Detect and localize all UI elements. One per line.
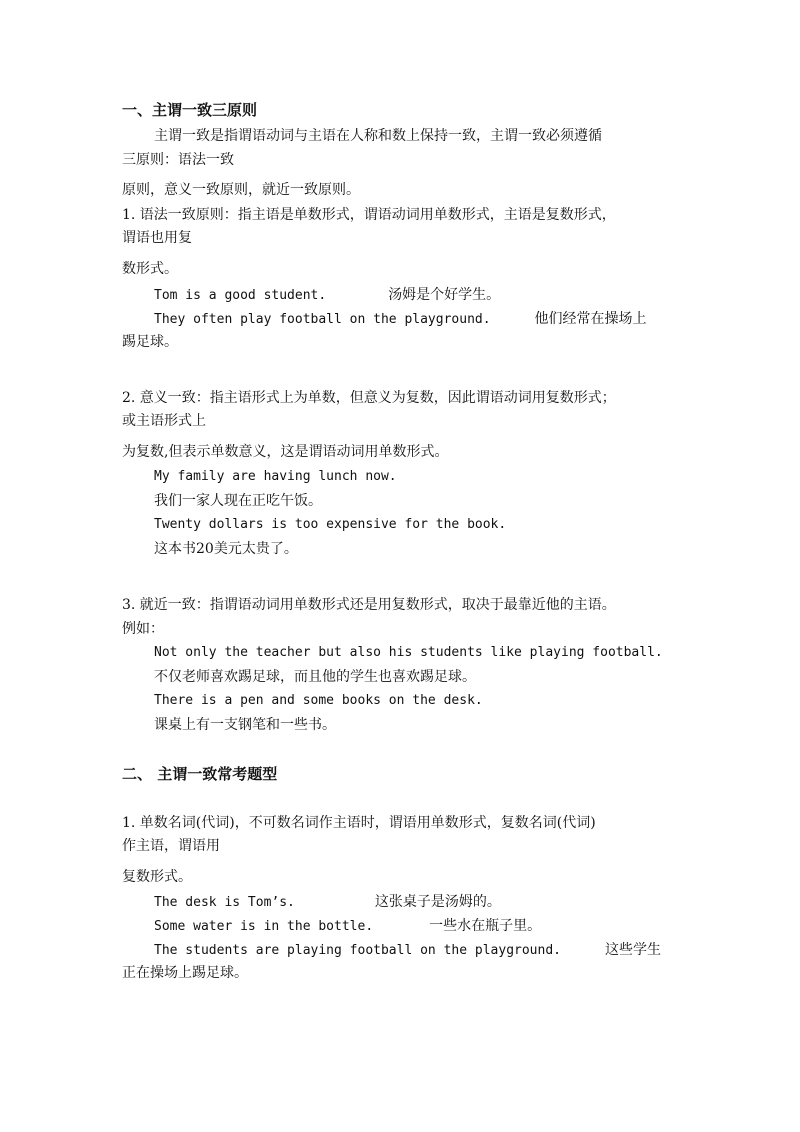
rule3-example2-zh: 课桌上有一支钢笔和一些书。 — [154, 717, 336, 733]
item1-example2 — [154, 916, 541, 937]
item1-example1 — [154, 892, 501, 913]
item1-example3 — [154, 940, 661, 961]
section2-title: 二、 主谓一致常考题型 — [122, 765, 278, 783]
rule3-line2: 例如： — [122, 621, 164, 637]
rule3-example1-en: Not only the teacher but also his students like playing football. — [154, 645, 663, 660]
example-english: Tom is a good student. — [154, 288, 327, 303]
intro-line1: 主谓一致是指谓语动词与主语在人称和数上保持一致，主谓一致必须遵循 — [154, 128, 602, 144]
example-chinese: 一些水在瓶子里。 — [429, 918, 542, 934]
example-english: Some water is in the bottle. — [154, 919, 374, 934]
item1-line3: 复数形式。 — [122, 869, 192, 885]
example-chinese: 他们经常在操场上 — [534, 311, 647, 327]
rule1-example1 — [154, 285, 500, 306]
example-chinese: 这些学生 — [605, 942, 661, 958]
example-english: They often play football on the playground. — [154, 312, 491, 327]
rule1-line3: 数形式。 — [122, 261, 178, 277]
rule1-line2: 谓语也用复 — [122, 230, 192, 246]
item1-line2: 作主语，谓语用 — [122, 838, 220, 854]
rule2-line3: 为复数,但表示单数意义，这是谓语动词用单数形式。 — [122, 444, 449, 460]
rule2-line1: 2. 意义一致：指主语形式上为单数，但意义为复数，因此谓语动词用复数形式； — [122, 390, 616, 406]
intro-line3: 原则，意义一致原则，就近一致原则。 — [122, 182, 360, 198]
example-chinese: 汤姆是个好学生。 — [388, 287, 501, 303]
rule3-example1-zh: 不仅老师喜欢踢足球，而且他的学生也喜欢踢足球。 — [154, 669, 476, 685]
rule2-example1-zh: 我们一家人现在正吃午饭。 — [154, 493, 322, 509]
rule1-line1: 1. 语法一致原则：指主语是单数形式，谓语动词用单数形式，主语是复数形式， — [122, 207, 616, 223]
rule2-example1-en: My family are having lunch now. — [154, 469, 397, 484]
intro-line2: 三原则：语法一致 — [122, 152, 234, 168]
example-english: The desk is Tom’s. — [154, 895, 295, 910]
example-chinese: 这张桌子是汤姆的。 — [374, 894, 501, 910]
rule2-example2-en: Twenty dollars is too expensive for the book. — [154, 517, 507, 532]
item1-example3-cont: 正在操场上踢足球。 — [122, 965, 248, 981]
rule3-example2-en: There is a pen and some books on the desk. — [154, 693, 483, 708]
rule2-line2: 或主语形式上 — [122, 413, 206, 429]
section1-title: 一、主谓一致三原则 — [122, 101, 258, 119]
example-english: The students are playing football on the playground. — [154, 943, 561, 958]
rule3-line1: 3. 就近一致：指谓语动词用单数形式还是用复数形式，取决于最靠近他的主语。 — [122, 597, 616, 613]
rule2-example2-zh: 这本书20美元太贵了。 — [154, 541, 298, 557]
rule1-example2 — [154, 309, 647, 330]
rule1-example2-cont: 踢足球。 — [122, 334, 178, 350]
item1-line1: 1. 单数名词(代词)，不可数名词作主语时，谓语用单数形式，复数名词(代词) — [122, 815, 596, 831]
